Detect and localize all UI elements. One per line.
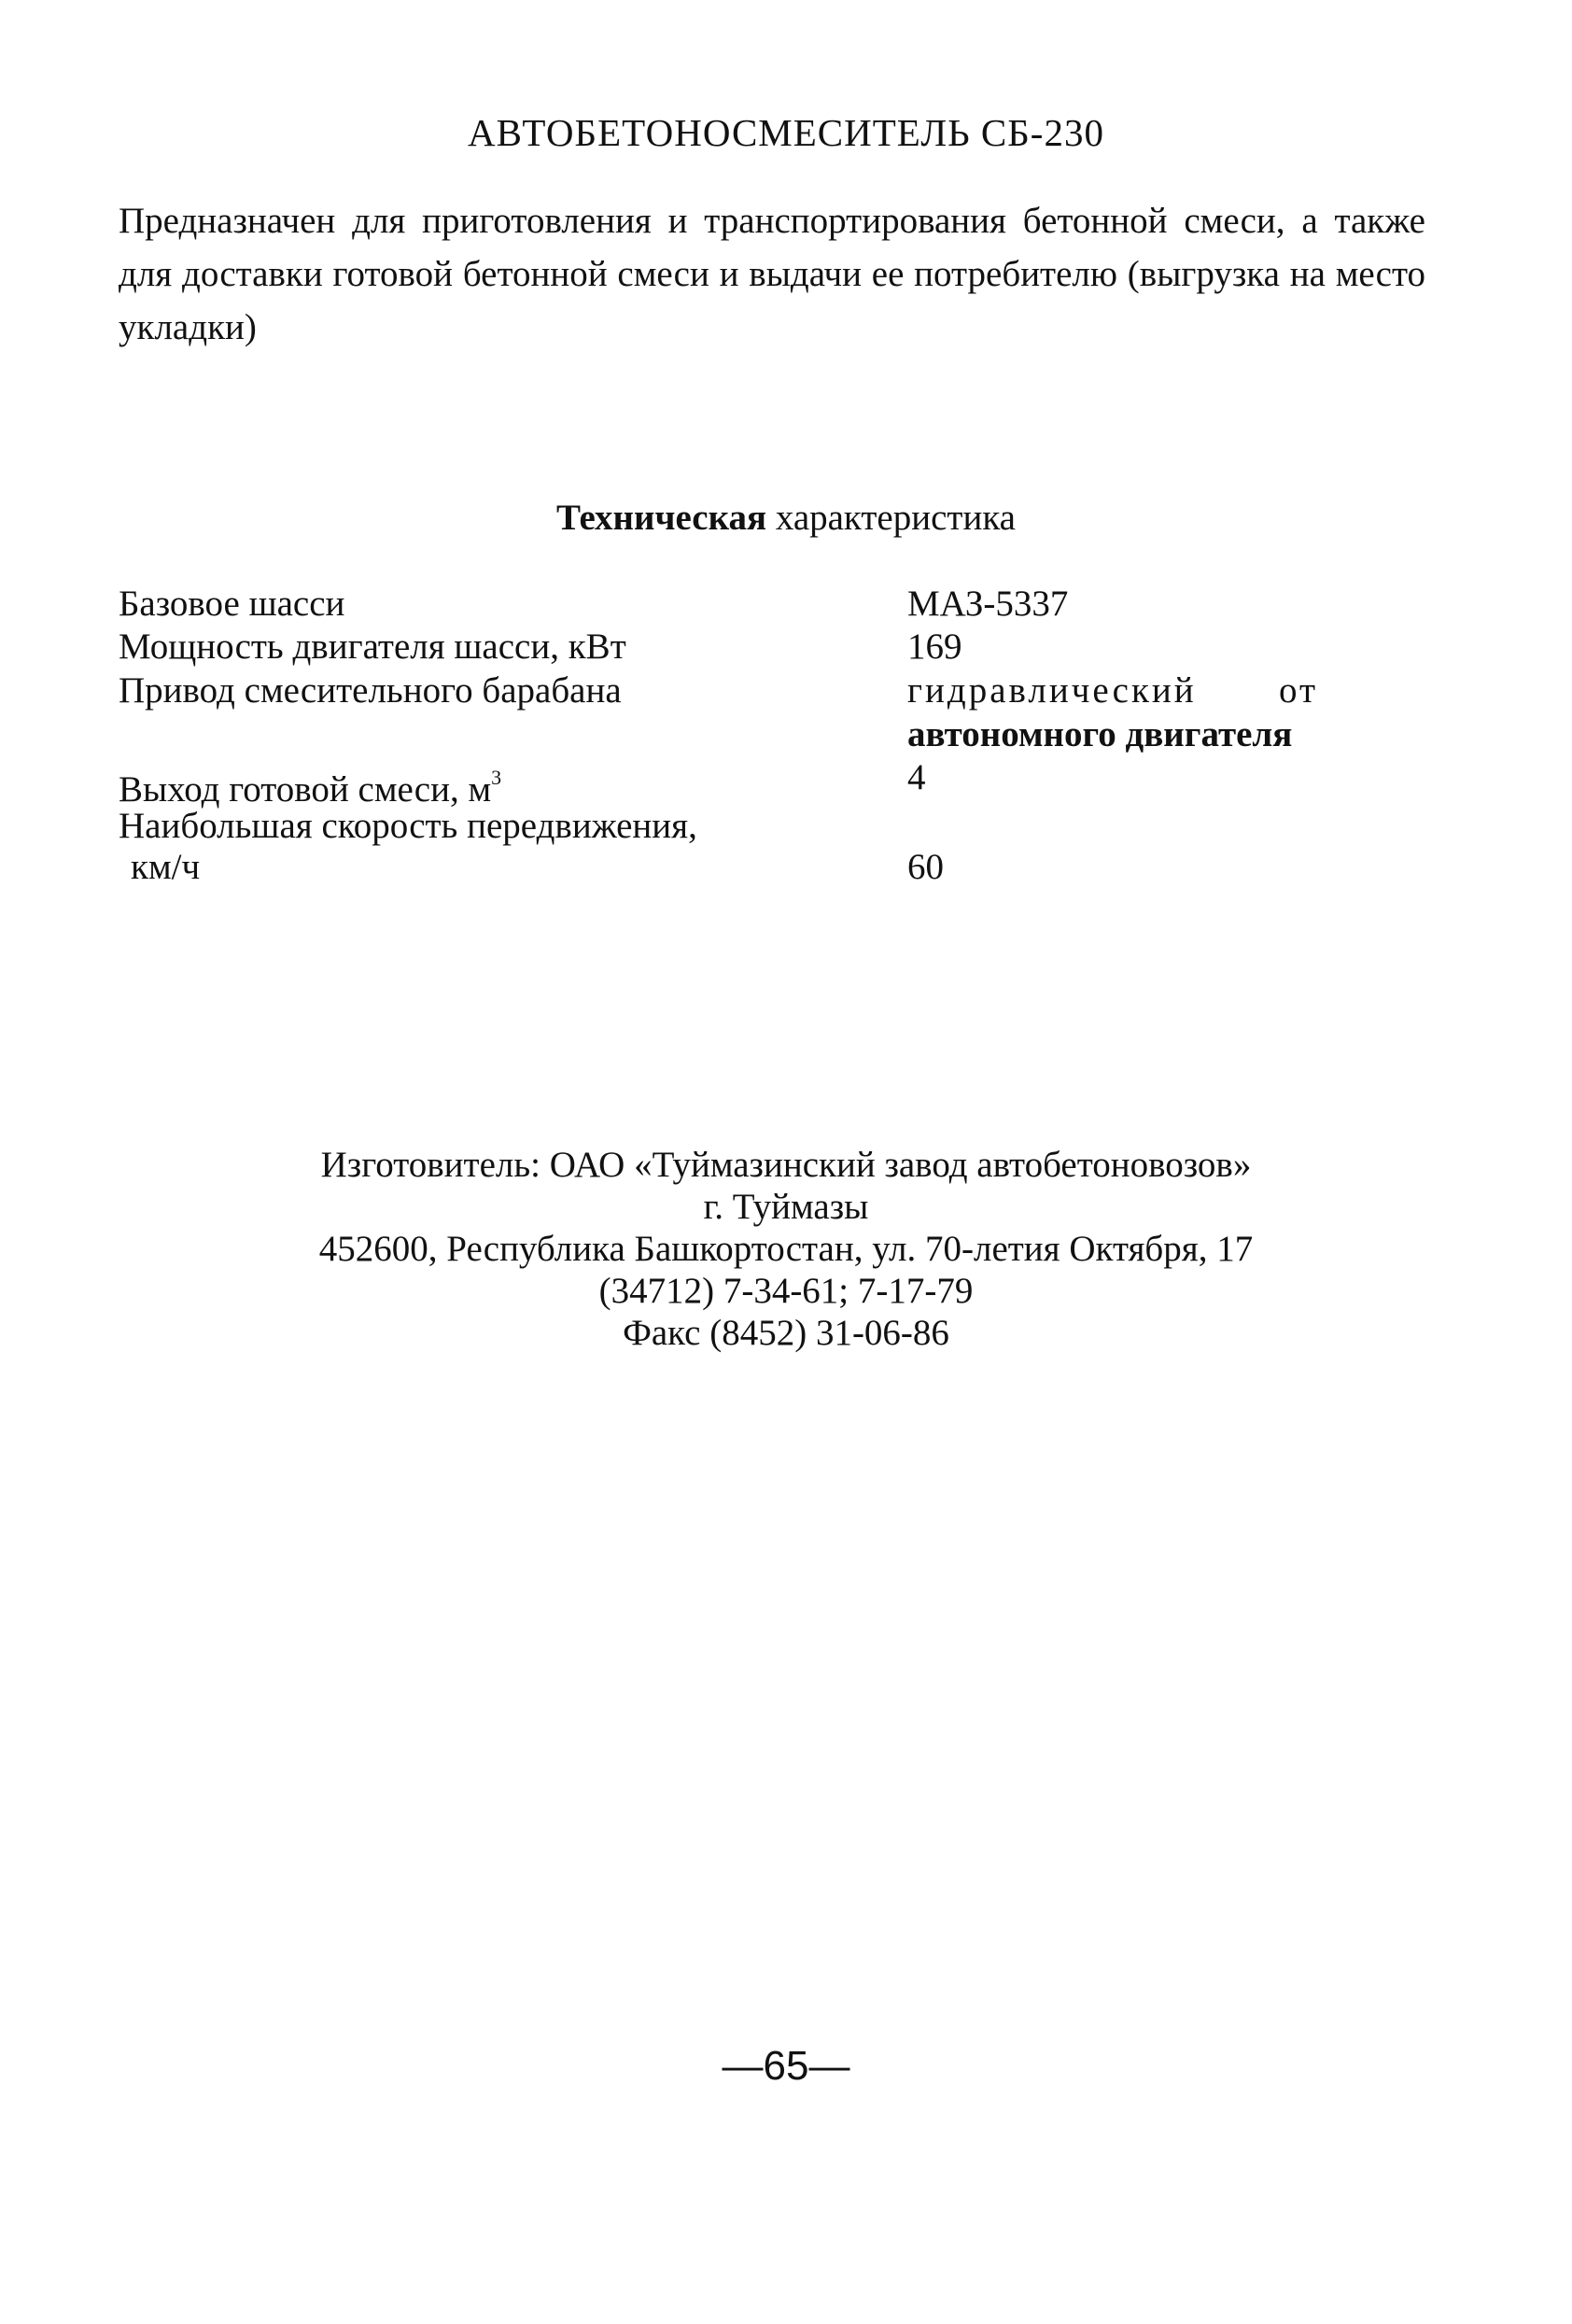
- spec-label-power: Мощность двигателя шасси, кВт: [119, 627, 626, 667]
- spec-label-output-text: Выход готовой смеси, м: [119, 769, 492, 810]
- spec-label-output-sup: 3: [491, 766, 502, 789]
- spec-value-drive-type: гидравлический: [907, 670, 1197, 711]
- document-description: Предназначен для приготовления и транспортирования бетонной смеси, а также для доставки готовой бетонной смеси и выдачи ее потребителю (выгрузка на место укладки): [119, 201, 1425, 347]
- manufacturer-fax: Факс (8452) 31-06-86: [623, 1313, 949, 1353]
- manufacturer-address: 452600, Республика Башкортостан, ул. 70-летия Октября, 17: [318, 1229, 1254, 1269]
- manufacturer-phone: (34712) 7-34-61; 7-17-79: [598, 1271, 974, 1311]
- spec-label-speed-unit: км/ч: [131, 847, 201, 887]
- spec-value-output: 4: [907, 757, 926, 797]
- spec-label-output: [119, 756, 501, 810]
- manufacturer-city: г. Туймазы: [703, 1187, 869, 1227]
- spec-label-speed: Наибольшая скорость передвижения,: [119, 806, 697, 846]
- spec-value-drive-line2: автономного двигателя: [907, 714, 1293, 754]
- spec-label-chassis: Базовое шасси: [119, 584, 345, 624]
- spec-value-speed: 60: [907, 847, 944, 887]
- spec-value-chassis: МАЗ-5337: [907, 584, 1069, 624]
- spec-label-drive: Привод смесительного барабана: [119, 670, 622, 711]
- spec-value-power: 169: [907, 627, 962, 667]
- spec-value-drive-from: от: [1278, 670, 1318, 711]
- specs-heading-rest: характеристика: [775, 498, 1016, 538]
- specs-heading: [0, 497, 1572, 539]
- spec-value-drive-line1: [907, 669, 1318, 711]
- manufacturer-block: [0, 1144, 1572, 1354]
- specs-heading-bold: Техническая: [556, 498, 767, 538]
- manufacturer-name: Изготовитель: ОАО «Туймазинский завод автобетоновозов»: [320, 1145, 1252, 1185]
- document-title: АВТОБЕТОНОСМЕСИТЕЛЬ СБ-230: [468, 111, 1104, 154]
- page-number: —65—: [722, 2043, 850, 2089]
